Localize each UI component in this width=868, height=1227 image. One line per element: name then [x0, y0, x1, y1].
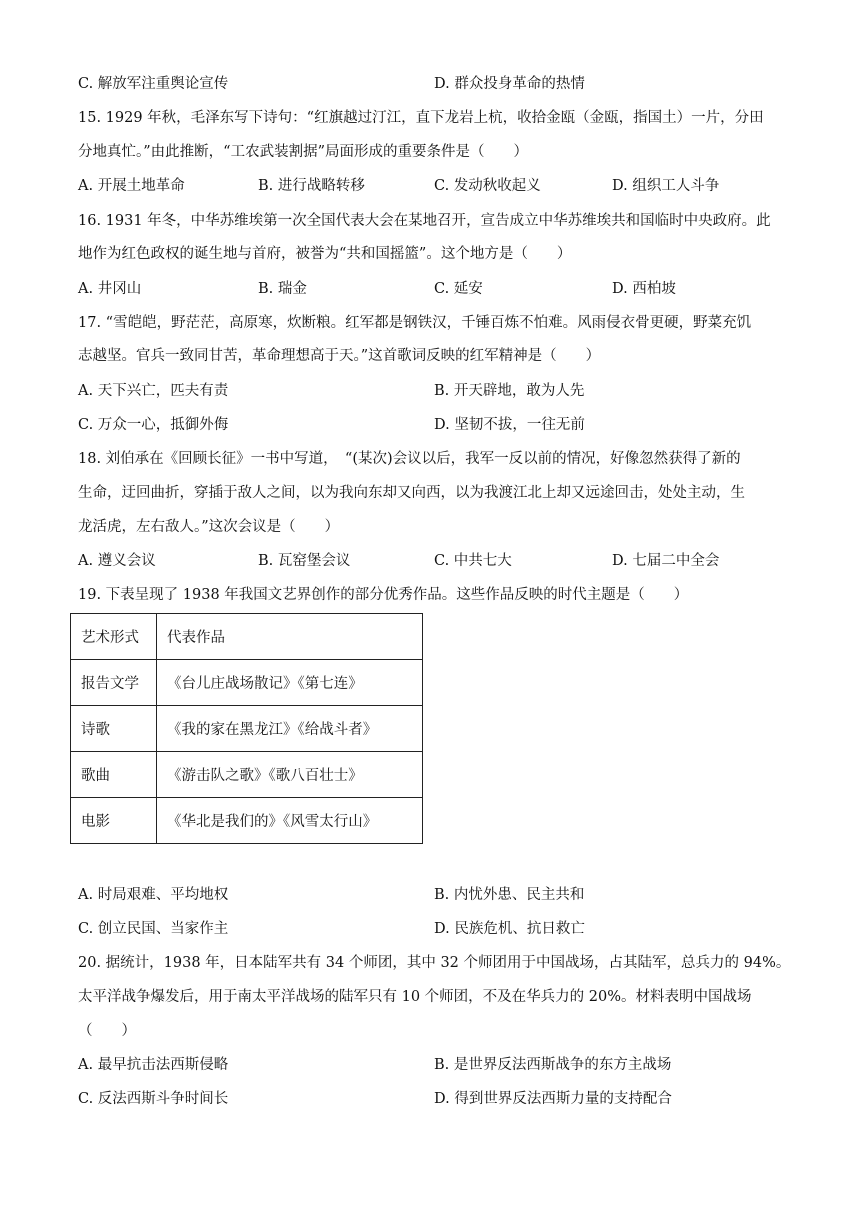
- q17-stem-line1: 17. “雪皑皑，野茫茫，高原寒，炊断粮。红军都是钢铁汉，千锤百炼不怕难。风雨侵衣骨更硬，野菜充饥: [78, 315, 752, 331]
- q20-stem-line1: 20. 据统计，1938 年，日本陆军共有 34 个师团，其中 32 个师团用于中国战场，占其陆军，总兵力的 94%。: [78, 955, 791, 971]
- table-cell: 报告文学: [71, 660, 157, 706]
- q15-option-a: A. 开展土地革命: [78, 178, 185, 194]
- q16-option-c: C. 延安: [434, 281, 483, 297]
- q15-stem-line2: 分地真忙。”由此推断，“工农武装割据”局面形成的重要条件是（ ）: [78, 144, 528, 160]
- table-row: [71, 798, 423, 844]
- q14-option-d: D. 群众投身革命的热情: [434, 76, 585, 92]
- table-header-cell: 代表作品: [157, 614, 423, 660]
- q14-option-c: C. 解放军注重舆论宣传: [78, 76, 229, 92]
- q16-stem-line2: 地作为红色政权的诞生地与首府，被誉为“共和国摇篮”。这个地方是（ ）: [78, 246, 572, 262]
- table-cell: 电影: [71, 798, 157, 844]
- q18-option-c: C. 中共七大: [434, 553, 512, 569]
- table-cell: 歌曲: [71, 752, 157, 798]
- q20-stem-line2: 太平洋战争爆发后，用于南太平洋战场的陆军只有 10 个师团，不及在华兵力的 20%。材料表明中国战场: [78, 989, 752, 1005]
- table-cell: 《我的家在黑龙江》《给战斗者》: [157, 706, 423, 752]
- q18-stem-line2: 生命，迂回曲折，穿插于敌人之间，以为我向东却又向西，以为我渡江北上却又远途回击，处处主动，生: [78, 485, 745, 501]
- q17-option-c: C. 万众一心，抵御外侮: [78, 417, 229, 433]
- q19-option-d: D. 民族危机、抗日救亡: [434, 921, 585, 937]
- q17-option-a: A. 天下兴亡，匹夫有责: [78, 383, 229, 399]
- q16-option-d: D. 西柏坡: [612, 281, 676, 297]
- table-cell: 《华北是我们的》《风雪太行山》: [157, 798, 423, 844]
- q19-option-a: A. 时局艰难、平均地权: [78, 887, 229, 903]
- q16-option-b: B. 瑞金: [258, 281, 307, 297]
- q20-option-b: B. 是世界反法西斯战争的东方主战场: [434, 1057, 672, 1073]
- q19-works-table: [70, 613, 423, 844]
- q15-option-b: B. 进行战略转移: [258, 178, 365, 194]
- table-row: [71, 660, 423, 706]
- q18-stem-line1: 18. 刘伯承在《回顾长征》一书中写道， “(某次)会议以后，我军一反以前的情况，好像忽然获得了新的: [78, 451, 741, 467]
- table-header-cell: 艺术形式: [71, 614, 157, 660]
- q20-option-d: D. 得到世界反法西斯力量的支持配合: [434, 1091, 672, 1107]
- q16-stem-line1: 16. 1931 年冬，中华苏维埃第一次全国代表大会在某地召开，宣告成立中华苏维埃共和国临时中央政府。此: [78, 213, 771, 229]
- q20-option-c: C. 反法西斯斗争时间长: [78, 1091, 229, 1107]
- table-header-row: [71, 614, 423, 660]
- table-cell: 《台儿庄战场散记》《第七连》: [157, 660, 423, 706]
- q18-option-b: B. 瓦窑堡会议: [258, 553, 351, 569]
- table-row: [71, 752, 423, 798]
- q20-option-a: A. 最早抗击法西斯侵略: [78, 1057, 229, 1073]
- q19-option-b: B. 内忧外患、民主共和: [434, 887, 585, 903]
- q16-option-a: A. 井冈山: [78, 281, 142, 297]
- table-row: [71, 706, 423, 752]
- q19-stem-line1: 19. 下表呈现了 1938 年我国文艺界创作的部分优秀作品。这些作品反映的时代主题是（ ）: [78, 587, 689, 603]
- q17-option-b: B. 开天辟地，敢为人先: [434, 383, 585, 399]
- q17-stem-line2: 志越坚。官兵一致同甘苦，革命理想高于天。”这首歌词反映的红军精神是（ ）: [78, 348, 601, 364]
- q19-option-c: C. 创立民国、当家作主: [78, 921, 229, 937]
- q18-option-d: D. 七届二中全会: [612, 553, 720, 569]
- q17-option-d: D. 坚韧不拔，一往无前: [434, 417, 585, 433]
- q18-stem-line3: 龙活虎，左右敌人。”这次会议是（ ）: [78, 519, 340, 535]
- q18-option-a: A. 遵义会议: [78, 553, 156, 569]
- q20-stem-line3: （ ）: [78, 1023, 136, 1039]
- q15-option-d: D. 组织工人斗争: [612, 178, 720, 194]
- q15-option-c: C. 发动秋收起义: [434, 178, 541, 194]
- table-cell: 《游击队之歌》《歌八百壮士》: [157, 752, 423, 798]
- q15-stem-line1: 15. 1929 年秋，毛泽东写下诗句：“红旗越过汀江，直下龙岩上杭，收拾金瓯（金瓯，指国土）一片，分田: [78, 110, 764, 126]
- table-cell: 诗歌: [71, 706, 157, 752]
